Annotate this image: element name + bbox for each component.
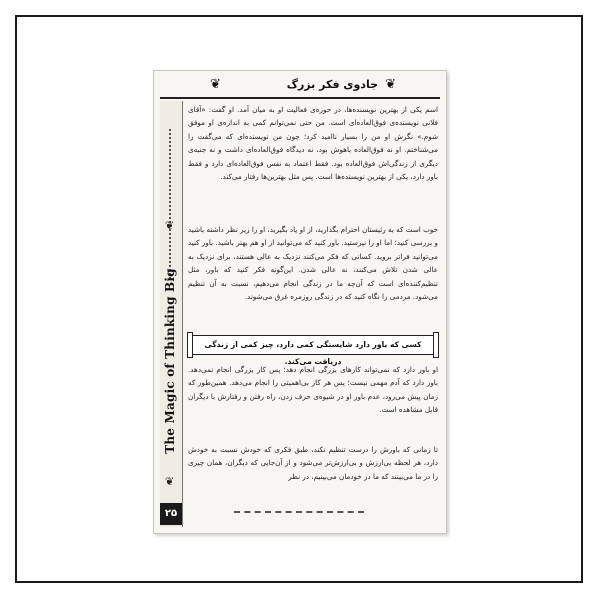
body-paragraph: [188, 443, 438, 486]
pull-quote: کسی که باور دارد شایستگی کمی دارد، چیز کمی از زندگی دریافت می‌کند.: [192, 335, 434, 355]
body-paragraph: [188, 223, 438, 306]
bottom-dashed-line: [234, 511, 364, 515]
paragraph-text: او باور دارد که نمی‌تواند کارهای بزرگی انجام دهد؛ پس کار بزرگی انجام نمی‌دهد. باور دارد که آدم مهمی نیست؛ پس هر کار بی‌اهمیتی را انجام می‌دهد. همین‌طور که زمان پیش می‌رود، عدم باور او در شیوه‌ی حرف زدن، راه رفتن و رفتارش با دیگران قابل مشاهده است.: [188, 365, 438, 415]
body-paragraph: [188, 103, 438, 186]
book-title-vertical: The Magic of Thinking Big: [163, 268, 177, 454]
ornament-icon: ❦: [385, 77, 396, 92]
page-number: ۲۵: [160, 503, 182, 525]
paragraph-text: تا زمانی که باورش را درست تنظیم نکند، طبق فکری که خودش نسبت به خودش دارد، هر لحظه بی‌ارزش و بی‌ارزش‌تر می‌شود و از آن‌جایی که دیگران، همان چیزی را در ما می‌بینند که ما در خودمان می‌بینیم، در نظر: [188, 445, 438, 481]
page-header: [160, 77, 440, 99]
paragraph-text: خوب است که به رئیستان احترام بگذارید، از او یاد بگیرید، او را زیر نظر داشته باشید و بررسی کنید؛ اما او را نپرستید. باور کنید که می‌توانید از او هم بهتر باشید. باور کنید می‌توانید فراتر بروید. کسانی که فکر می‌کنند نزدیک به عالی هستند، برای نزدیک به عالی شدن تلاش می‌کنند، نه عالی شدن. این‌گونه فکر کنید که باور، مثل تنظیم‌کننده‌ای است که آن‌چه ما در زندگی انجام می‌دهیم، نسبت به آن تنظیم می‌شود. مردمی را نگاه کنید که در زندگی روزمره غرق می‌شوند.: [188, 225, 438, 302]
paragraph-text: اسم یکی از بهترین نویسنده‌ها، در حوزه‌ی فعالیت او به میان آمد. او گفت: «آقای فلانی نویسنده‌ی فوق‌العاده‌ای است. من حتی نمی‌توانم کمی به اندازه‌ی او موفق شوم.» نگرش او من را بسیار ناامید کرد؛ چون من نویسنده‌ای که می‌گفت را می‌شناختم. او نه فوق‌العاده باهوش بود، نه دیدگاه فوق‌العاده‌ای داشت و نه جنبه‌ی دیگری از زندگی‌اش فوق‌العاده بود. فقط اعتماد به نفس فوق‌العاده‌ای دارد و فقط باور دارد، یکی از بهترین نویسنده‌ها است. پس مثل بهترین‌ها رفتار می‌کند.: [188, 105, 438, 182]
header-title: جادوی فکر بزرگ: [286, 78, 378, 91]
body-paragraph: [188, 363, 438, 420]
ornament-icon: ❦: [165, 219, 175, 232]
side-spine: [160, 101, 183, 527]
book-page: [153, 70, 447, 534]
ornament-icon: ❦: [210, 77, 221, 92]
ornament-icon: ❦: [165, 475, 175, 488]
